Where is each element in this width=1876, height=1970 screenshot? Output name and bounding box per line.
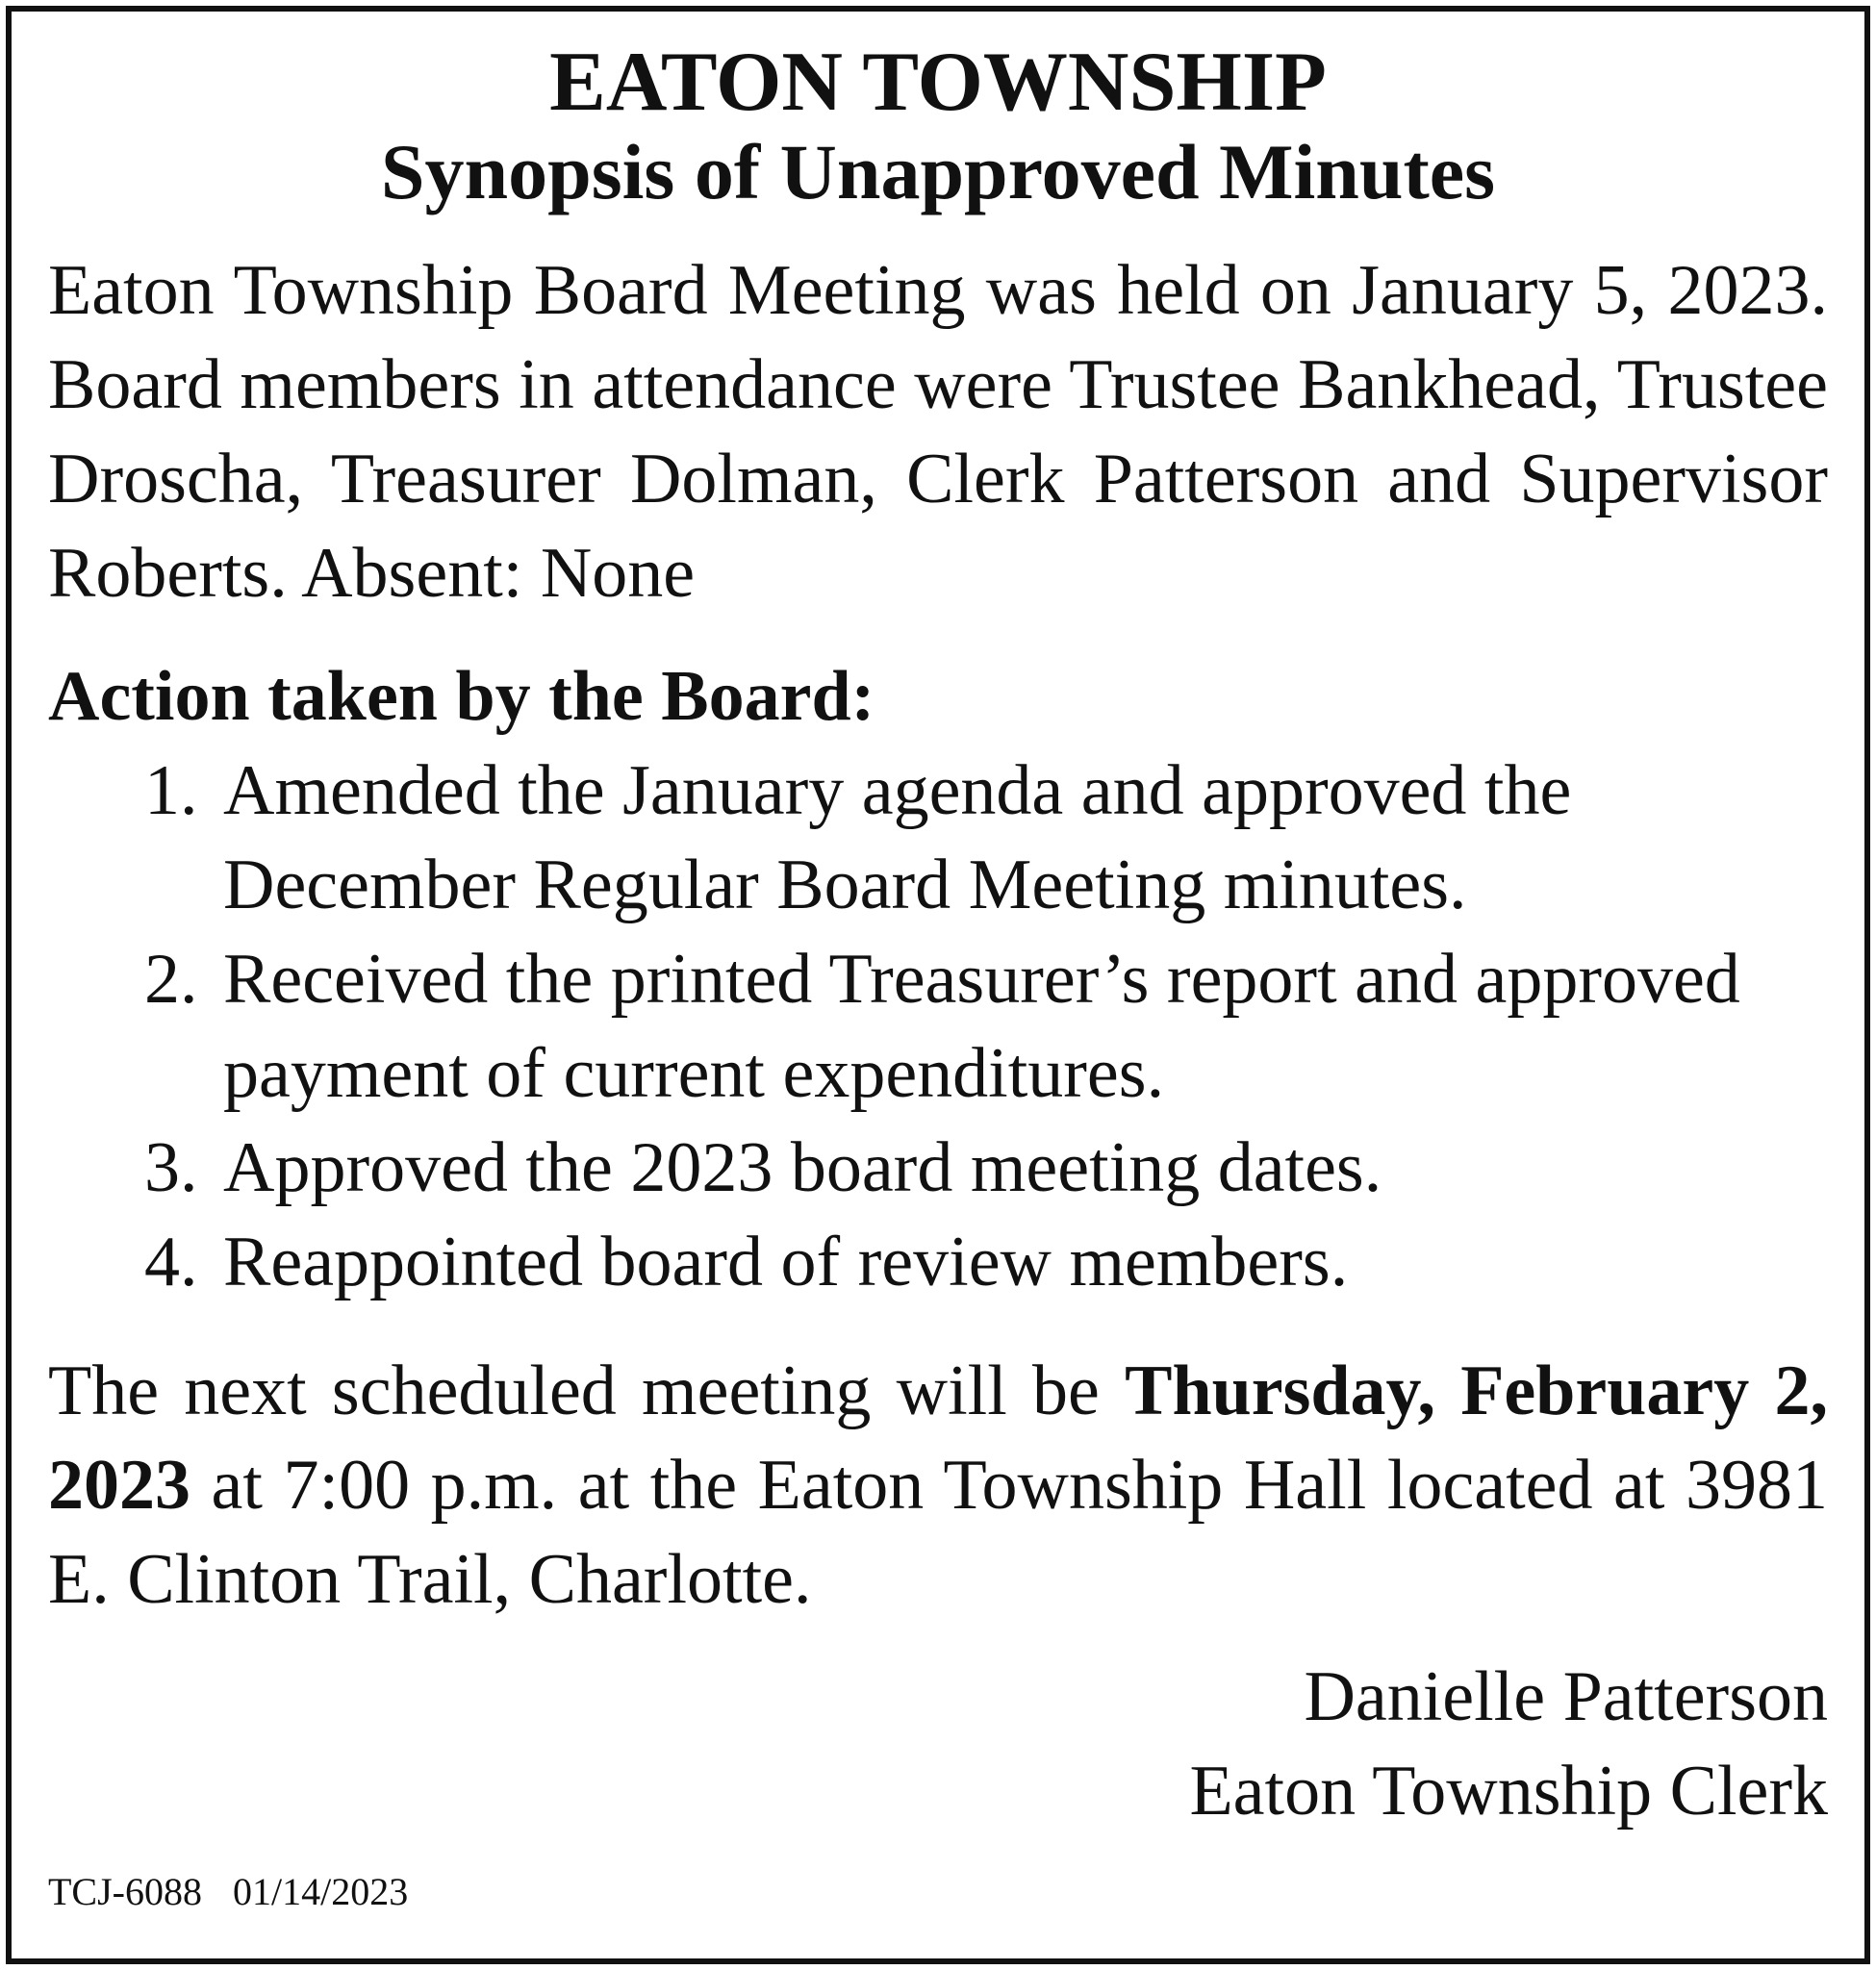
action-text: Received the printed Treasurer’s report and approved payment of current expenditures. — [223, 939, 1740, 1113]
signature-block — [48, 1650, 1828, 1838]
action-number: 1. — [144, 750, 198, 830]
signer-name: Danielle Patterson — [1304, 1656, 1828, 1736]
action-item — [48, 932, 1828, 1121]
action-number: 4. — [144, 1222, 198, 1301]
next-meeting-lead: The next scheduled meeting will be — [48, 1351, 1126, 1430]
action-item — [48, 1121, 1828, 1215]
action-item — [48, 744, 1828, 932]
actions-list — [48, 744, 1828, 1309]
notice-title: EATON TOWNSHIP — [549, 36, 1327, 129]
signer-title: Eaton Township Clerk — [1189, 1751, 1828, 1831]
action-number: 2. — [144, 939, 198, 1019]
action-number: 3. — [144, 1127, 198, 1207]
action-text: Amended the January agenda and approved the December Regular Board Meeting minutes. — [223, 750, 1572, 924]
meeting-intro: Eaton Township Board Meeting was held on January 5, 2023. Board members in attendance were Trustee Bankhead, Trustee Droscha, Treasurer Dolman, Clerk Patterson and Supervisor Roberts. Absent: None — [48, 250, 1828, 613]
actions-heading: Action taken by the Board: — [48, 656, 875, 736]
legal-notice — [48, 38, 1828, 1914]
publication-reference: TCJ-6088 01/14/2023 — [48, 1869, 409, 1913]
action-item — [48, 1215, 1828, 1309]
notice-subtitle: Synopsis of Unapproved Minutes — [380, 128, 1496, 216]
action-text: Reappointed board of review members. — [223, 1222, 1349, 1301]
action-text: Approved the 2023 board meeting dates. — [223, 1127, 1382, 1207]
next-meeting-date: Thursday, February 2, 2023 — [48, 1351, 1828, 1525]
next-meeting-details: at 7:00 p.m. at the Eaton Township Hall located at 3981 E. Clinton Trail, Charlotte. — [48, 1445, 1828, 1619]
next-meeting — [48, 1344, 1828, 1627]
